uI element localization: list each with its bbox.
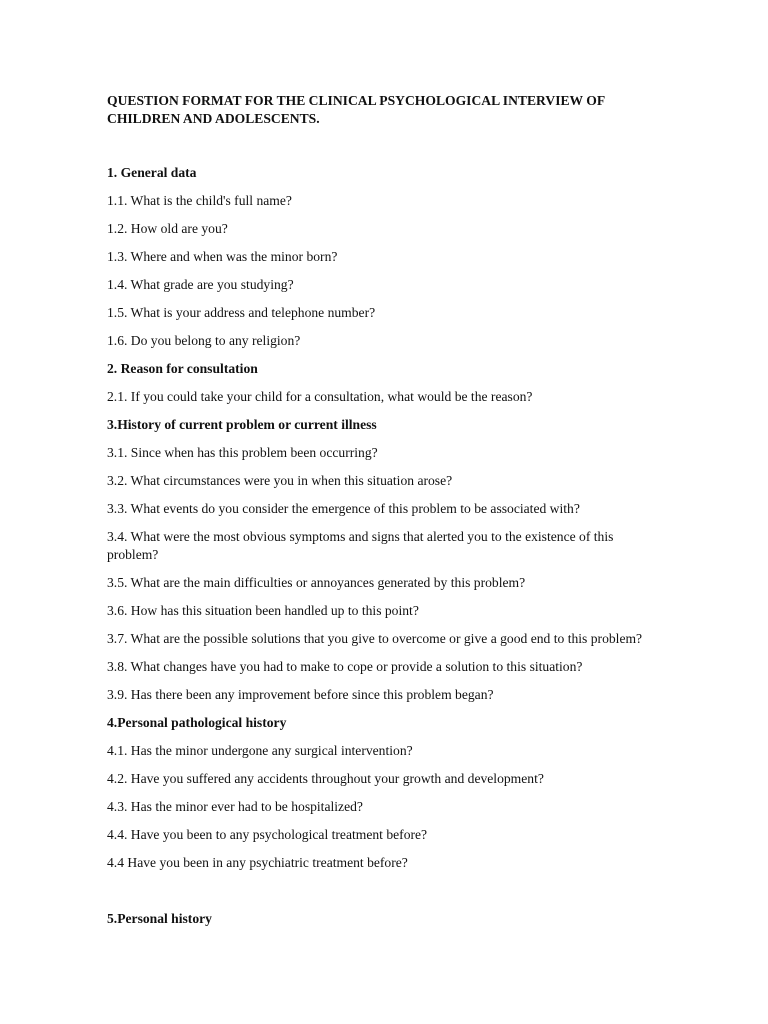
question-item: 4.4 Have you been in any psychiatric treatment before? xyxy=(107,855,408,870)
section-heading-personal-pathological-history: 4.Personal pathological history xyxy=(107,715,287,730)
section-heading-personal-history: 5.Personal history xyxy=(107,911,212,926)
question-item: 1.4. What grade are you studying? xyxy=(107,277,294,292)
question-item: 3.4. What were the most obvious symptoms and signs that alerted you to the existence of this problem? xyxy=(107,529,614,562)
question-item: 3.5. What are the main difficulties or annoyances generated by this problem? xyxy=(107,575,526,590)
section-heading-general-data: 1. General data xyxy=(107,165,197,180)
question-item: 1.5. What is your address and telephone number? xyxy=(107,305,376,320)
question-item: 4.1. Has the minor undergone any surgical intervention? xyxy=(107,743,413,758)
question-item: 2.1. If you could take your child for a consultation, what would be the reason? xyxy=(107,389,533,404)
question-item: 4.4. Have you been to any psychological treatment before? xyxy=(107,827,428,842)
question-item: 4.3. Has the minor ever had to be hospitalized? xyxy=(107,799,363,814)
question-item: 3.8. What changes have you had to make to cope or provide a solution to this situation? xyxy=(107,659,583,674)
section-heading-history-current-problem: 3.History of current problem or current illness xyxy=(107,417,377,432)
question-item: 1.1. What is the child's full name? xyxy=(107,193,292,208)
question-item: 3.9. Has there been any improvement before since this problem began? xyxy=(107,687,494,702)
question-item: 3.2. What circumstances were you in when this situation arose? xyxy=(107,473,453,488)
document-title: QUESTION FORMAT FOR THE CLINICAL PSYCHOLOGICAL INTERVIEW OF CHILDREN AND ADOLESCENTS. xyxy=(107,93,605,126)
section-heading-reason-for-consultation: 2. Reason for consultation xyxy=(107,361,258,376)
question-item: 3.6. How has this situation been handled up to this point? xyxy=(107,603,419,618)
question-item: 1.2. How old are you? xyxy=(107,221,228,236)
question-item: 3.3. What events do you consider the emergence of this problem to be associated with? xyxy=(107,501,580,516)
question-item: 3.7. What are the possible solutions that you give to overcome or give a good end to this problem? xyxy=(107,631,643,646)
question-item: 1.3. Where and when was the minor born? xyxy=(107,249,338,264)
question-item: 3.1. Since when has this problem been occurring? xyxy=(107,445,378,460)
question-item: 1.6. Do you belong to any religion? xyxy=(107,333,301,348)
question-item: 4.2. Have you suffered any accidents throughout your growth and development? xyxy=(107,771,544,786)
